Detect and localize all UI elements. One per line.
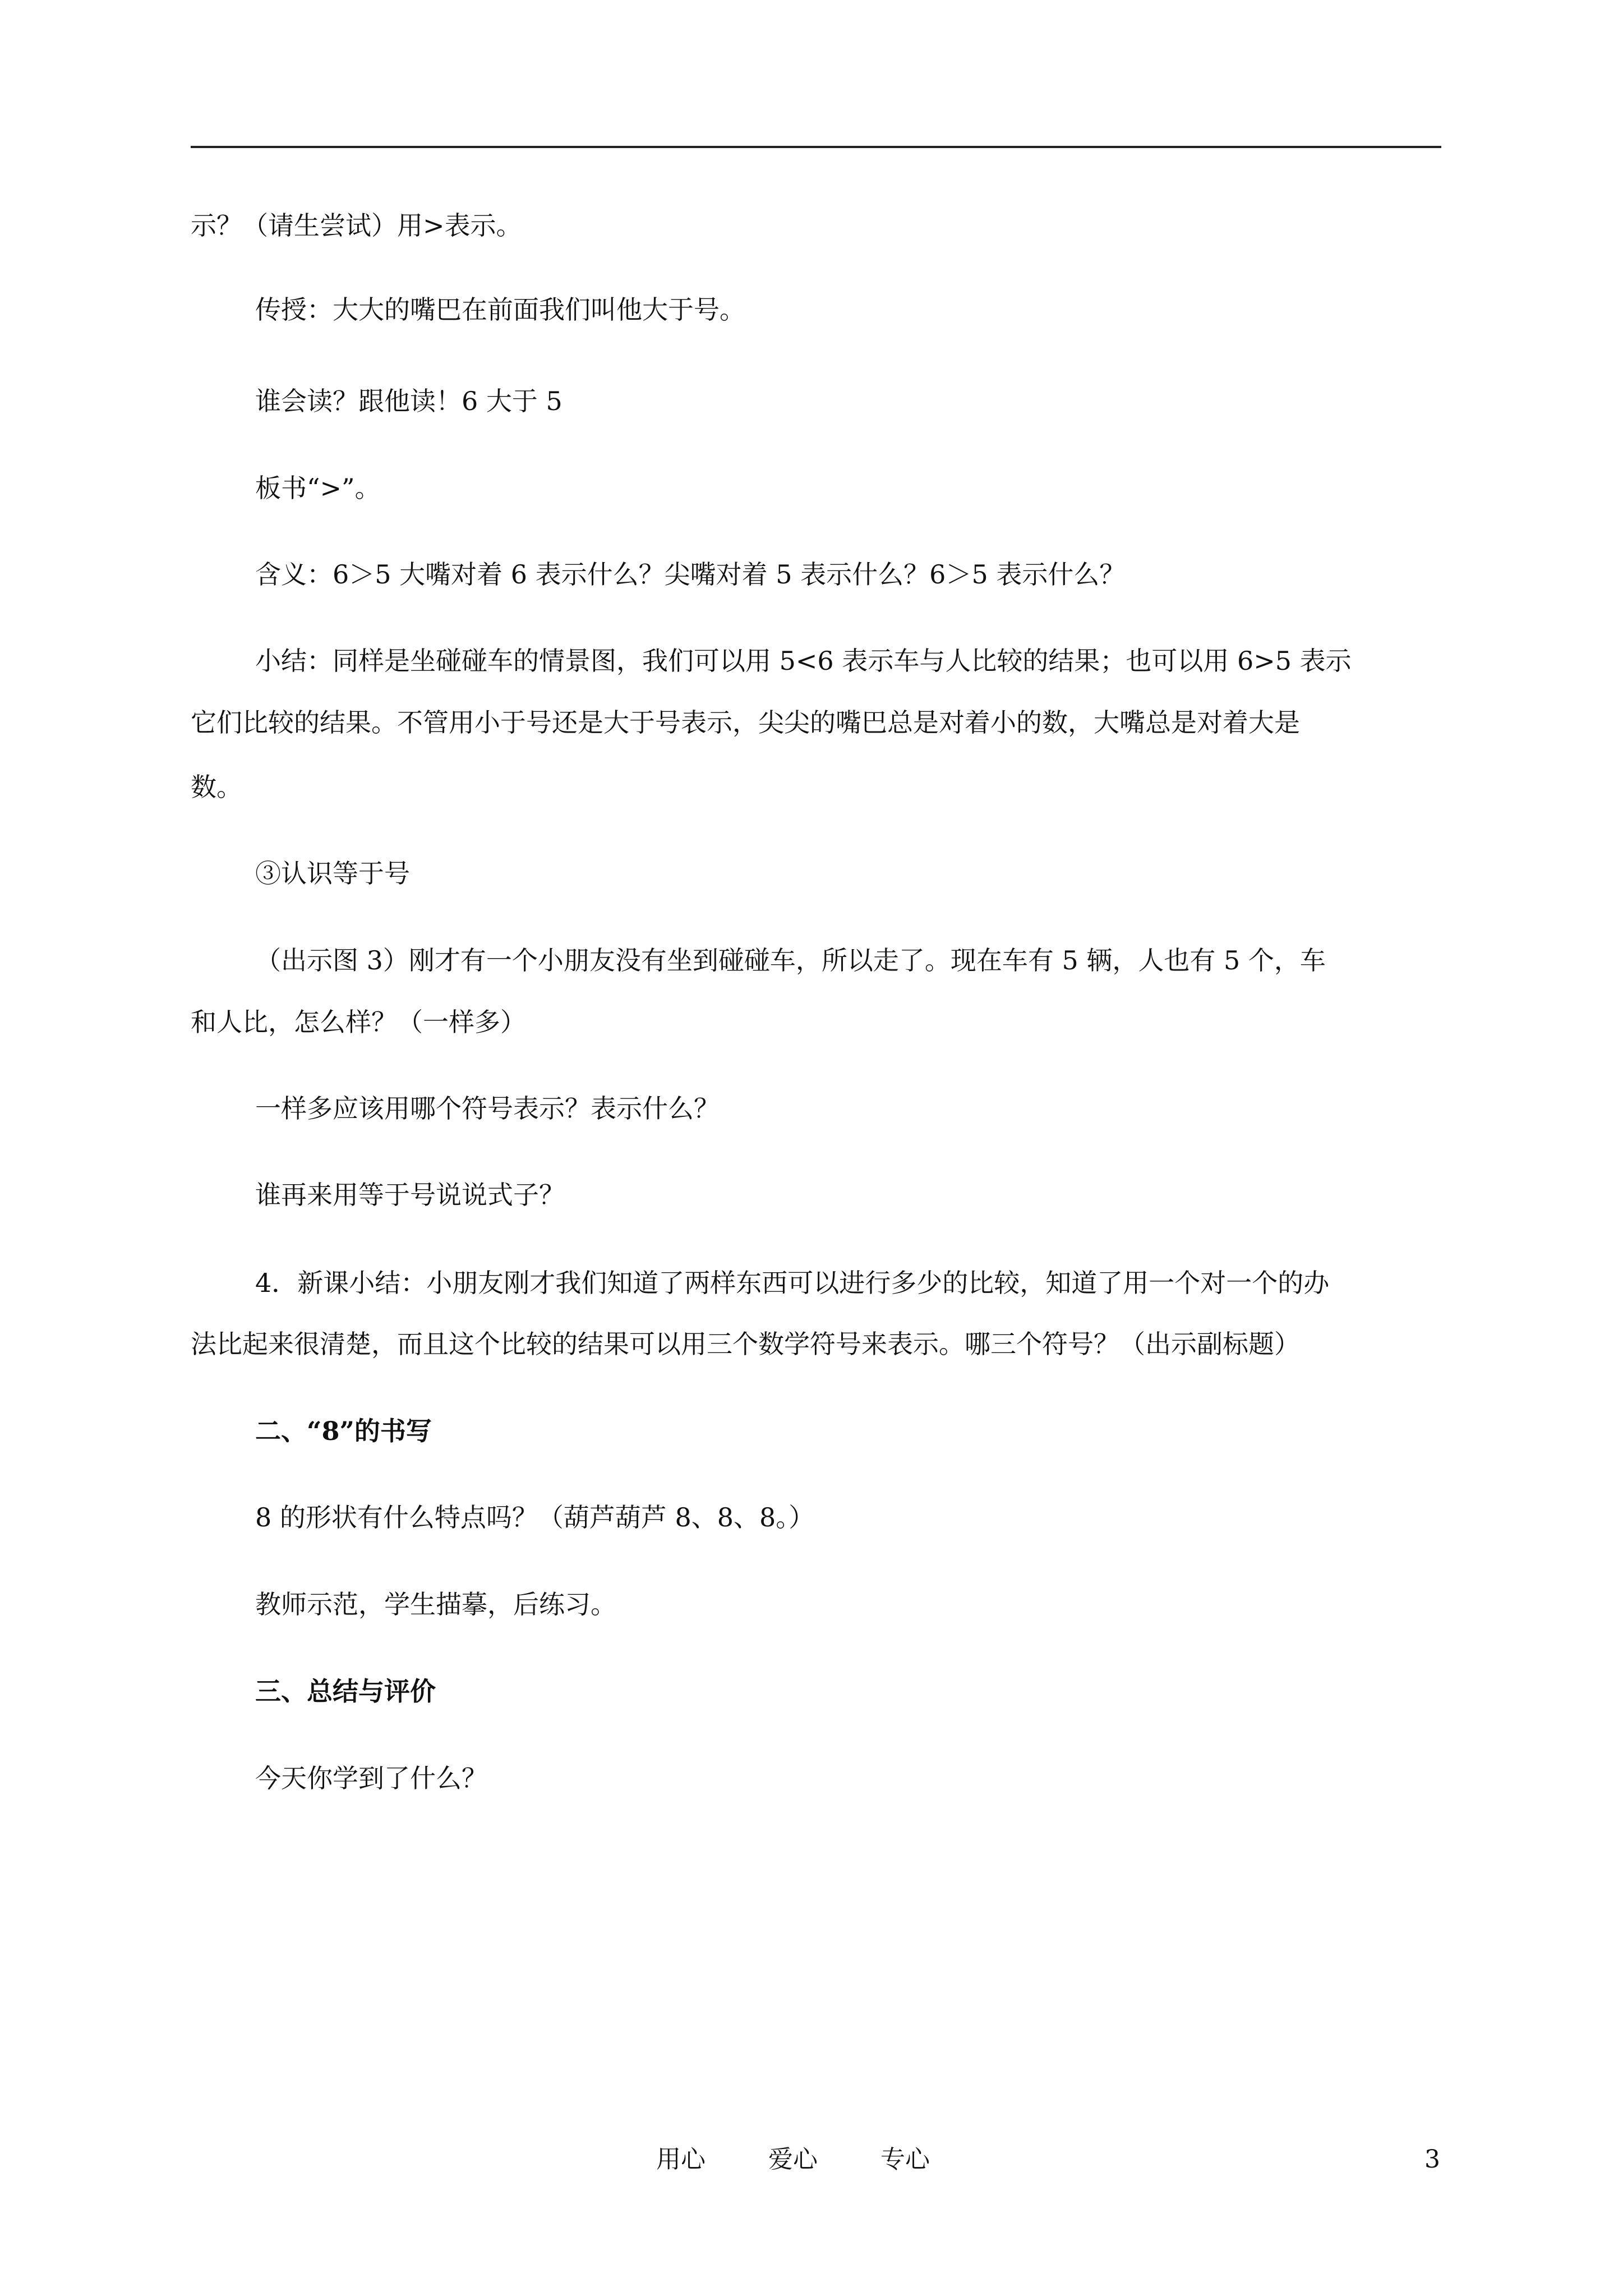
footer-motto-1: 用心 — [656, 2145, 706, 2174]
paragraph-line: 含义：6＞5 大嘴对着 6 表示什么？尖嘴对着 5 表示什么？6＞5 表示什么？ — [255, 559, 1126, 590]
paragraph-line: 8 的形状有什么特点吗？（葫芦葫芦 8、8、8。） — [255, 1502, 815, 1533]
paragraph-line: 教师示范，学生描摹，后练习。 — [255, 1589, 616, 1619]
footer-motto-2: 爱心 — [768, 2145, 818, 2174]
paragraph-line: 谁再来用等于号说说式子？ — [255, 1180, 565, 1210]
paragraph-line: 小结：同样是坐碰碰车的情景图，我们可以用 5<6 表示车与人比较的结果；也可以用 6>5 表示 — [255, 646, 1352, 676]
paragraph-line: 法比起来很清楚，而且这个比较的结果可以用三个数学符号来表示。哪三个符号？（出示副标题） — [191, 1329, 1300, 1359]
section-heading: 三、总结与评价 — [255, 1676, 436, 1706]
paragraph-line: 示？（请生尝试）用>表示。 — [191, 210, 522, 241]
header-rule — [191, 146, 1441, 148]
paragraph-line: ③认识等于号 — [255, 858, 410, 889]
paragraph-line: 谁会读？跟他读！6 大于 5 — [255, 386, 562, 416]
paragraph-line: 和人比，怎么样？（一样多） — [191, 1007, 526, 1037]
paragraph-line: 数。 — [191, 772, 242, 802]
paragraph-line: 它们比较的结果。不管用小于号还是大于号表示，尖尖的嘴巴总是对着小的数，大嘴总是对着大是 — [191, 707, 1300, 738]
paragraph-line: 板书“>”。 — [255, 473, 381, 503]
page-number: 3 — [1424, 2145, 1440, 2174]
paragraph-line: 一样多应该用哪个符号表示？表示什么？ — [255, 1093, 720, 1124]
paragraph-line: （出示图 3）刚才有一个小朋友没有坐到碰碰车，所以走了。现在车有 5 辆，人也有 5 个，车 — [255, 945, 1326, 976]
section-heading: 二、“8”的书写 — [255, 1416, 432, 1446]
footer-motto-3: 专心 — [880, 2145, 930, 2174]
paragraph-line: 传授：大大的嘴巴在前面我们叫他大于号。 — [255, 295, 745, 325]
paragraph-line: 今天你学到了什么？ — [255, 1763, 487, 1793]
paragraph-line: 4．新课小结：小朋友刚才我们知道了两样东西可以进行多少的比较，知道了用一个对一个的办 — [255, 1268, 1330, 1298]
